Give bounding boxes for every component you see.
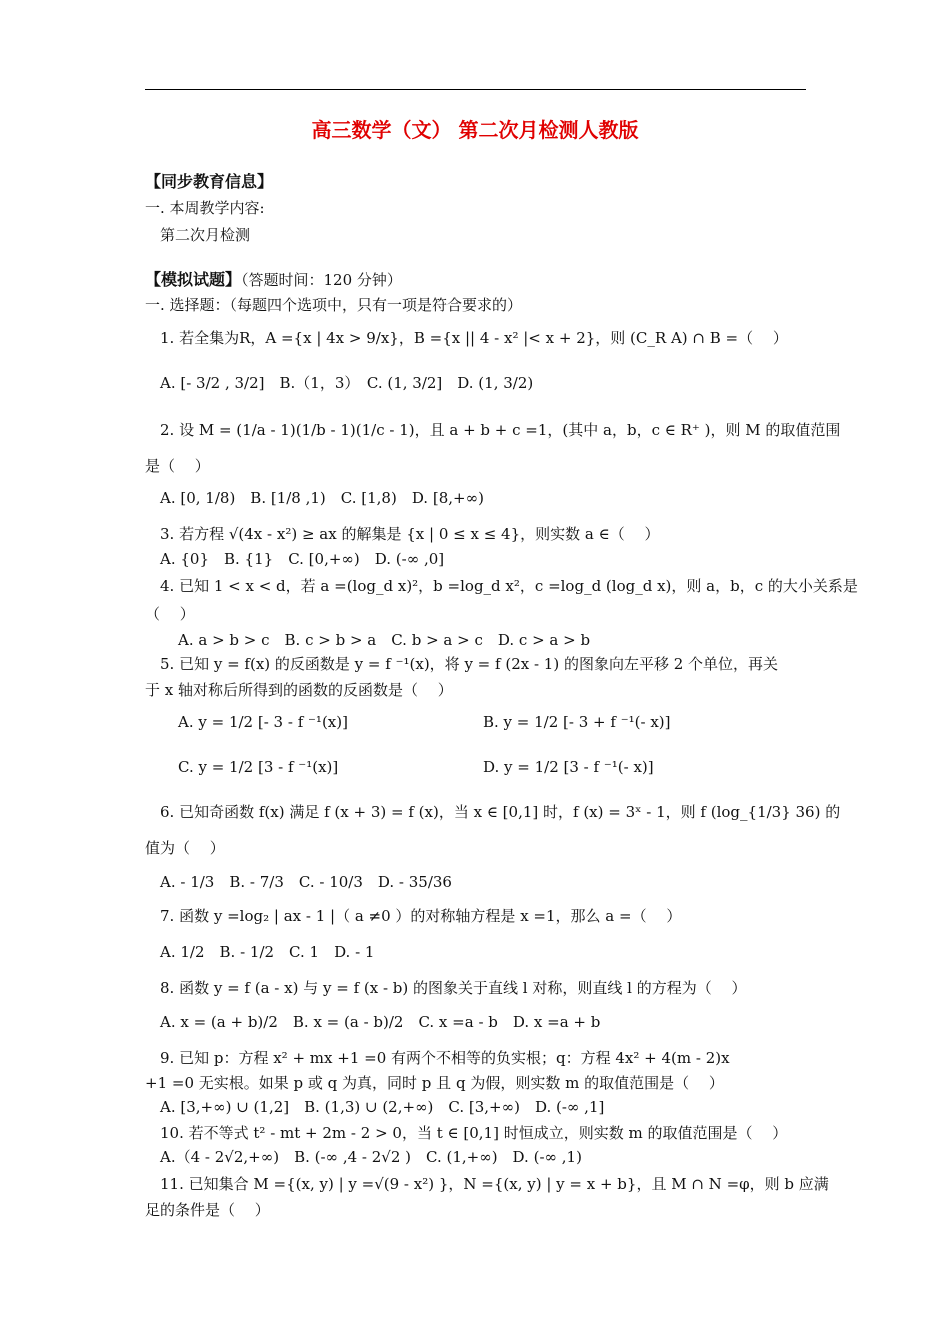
section-heading-info: 【同步教育信息】	[145, 172, 274, 191]
question-1: 1. 若全集为R，A ={x | 4x > 9/x}，B ={x || 4 - x² |< x + 2}，则 (C_R A) ∩ B =（ ）	[160, 329, 788, 347]
options-1: A. [- 3/2 , 3/2] B.（1，3） C. (1, 3/2] D. (1, 3/2)	[160, 374, 534, 392]
question-5-cont: 于 x 轴对称后所得到的函数的反函数是（ ）	[145, 681, 453, 699]
exam-time: （答题时间：120 分钟）	[241, 271, 402, 289]
options-7: A. 1/2 B. - 1/2 C. 1 D. - 1	[160, 943, 375, 961]
options-9: A. [3,+∞) ∪ (1,2] B. (1,3) ∪ (2,+∞) C. [3,+∞) D. (-∞ ,1]	[160, 1098, 605, 1116]
question-2: 2. 设 M = (1/a - 1)(1/b - 1)(1/c - 1)，且 a + b + c =1，(其中 a，b，c ∈ R⁺ )，则 M 的取值范围	[160, 421, 841, 439]
question-9-cont: +1 =0 无实根。如果 p 或 q 为真，同时 p 且 q 为假，则实数 m 的取值范围是（ ）	[145, 1074, 724, 1092]
question-8: 8. 函数 y = f (a - x) 与 y = f (x - b) 的图象关于直线 l 对称，则直线 l 的方程为（ ）	[160, 979, 747, 997]
options-10: A.（4 - 2√2,+∞) B. (-∞ ,4 - 2√2 ) C. (1,+∞) D. (-∞ ,1)	[160, 1148, 582, 1166]
question-6-cont: 值为（ ）	[145, 839, 225, 857]
section-content: 第二次月检测	[160, 226, 251, 244]
question-7: 7. 函数 y =log₂ | ax - 1 |（ a ≠0 ）的对称轴方程是 x =1，那么 a =（ ）	[160, 907, 682, 925]
section-sub: 一. 本周教学内容:	[145, 199, 265, 217]
question-5: 5. 已知 y = f(x) 的反函数是 y = f ⁻¹(x)，将 y = f (2x - 1) 的图象向左平移 2 个单位，再关	[160, 655, 779, 673]
option-5c: C. y = 1/2 [3 - f ⁻¹(x)]	[178, 758, 339, 776]
options-3: A. {0} B. {1} C. [0,+∞) D. (-∞ ,0]	[160, 550, 445, 568]
options-2: A. [0, 1/8) B. [1/8 ,1) C. [1,8) D. [8,+∞)	[160, 489, 484, 507]
question-4-cont: （ ）	[145, 605, 195, 623]
question-11-cont: 足的条件是（ ）	[145, 1201, 270, 1219]
options-8: A. x = (a + b)/2 B. x = (a - b)/2 C. x =a - b D. x =a + b	[160, 1013, 601, 1031]
option-5d: D. y = 1/2 [3 - f ⁻¹(- x)]	[483, 758, 654, 776]
question-2-cont: 是（ ）	[145, 457, 210, 475]
part-heading: 一. 选择题：（每题四个选项中，只有一项是符合要求的）	[145, 296, 523, 314]
options-4: A. a > b > c B. c > b > a C. b > a > c D. c > a > b	[178, 631, 591, 649]
question-9: 9. 已知 p：方程 x² + mx +1 =0 有两个不相等的负实根；q：方程 4x² + 4(m - 2)x	[160, 1049, 730, 1067]
header-rule	[145, 89, 806, 90]
page-title: 高三数学（文） 第二次月检测人教版	[311, 118, 639, 142]
option-5b: B. y = 1/2 [- 3 + f ⁻¹(- x)]	[483, 713, 671, 731]
exam-heading: 【模拟试题】	[145, 270, 242, 289]
question-4: 4. 已知 1 < x < d，若 a =(log_d x)²，b =log_d x²，c =log_d (log_d x)，则 a，b，c 的大小关系是	[160, 577, 858, 595]
question-6: 6. 已知奇函数 f(x) 满足 f (x + 3) = f (x)，当 x ∈ [0,1] 时，f (x) = 3ˣ - 1，则 f (log_{1/3} 36) 的	[160, 803, 841, 821]
options-5-row2	[178, 757, 843, 777]
options-5-row1	[178, 712, 843, 732]
question-10: 10. 若不等式 t² - mt + 2m - 2 > 0，当 t ∈ [0,1] 时恒成立，则实数 m 的取值范围是（ ）	[160, 1124, 788, 1142]
options-6: A. - 1/3 B. - 7/3 C. - 10/3 D. - 35/36	[160, 873, 452, 891]
question-11: 11. 已知集合 M ={(x, y) | y =√(9 - x²) }，N ={(x, y) | y = x + b}，且 M ∩ N =φ，则 b 应满	[160, 1175, 829, 1193]
option-5a: A. y = 1/2 [- 3 - f ⁻¹(x)]	[178, 713, 348, 731]
question-3: 3. 若方程 √(4x - x²) ≥ ax 的解集是 {x | 0 ≤ x ≤ 4}，则实数 a ∈（ ）	[160, 525, 660, 543]
exam-heading-row	[145, 270, 810, 290]
